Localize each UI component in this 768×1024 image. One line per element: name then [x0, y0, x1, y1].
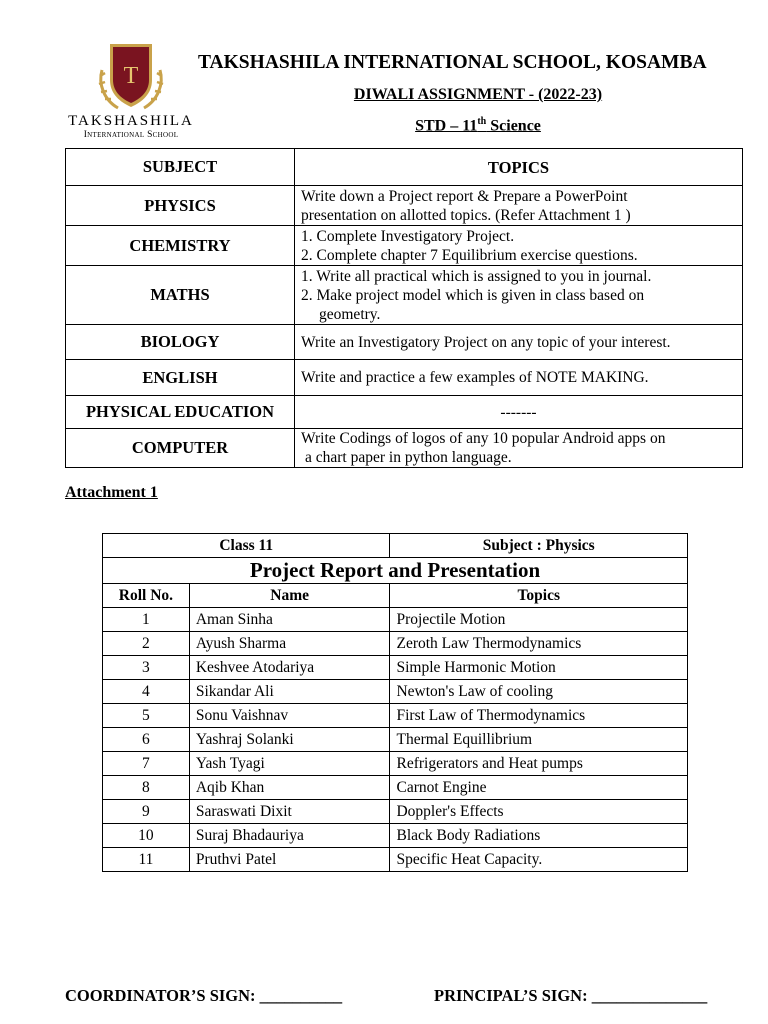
subject-label: Subject : Physics [390, 534, 688, 558]
school-logo [66, 40, 196, 144]
subject-name: PHYSICS [66, 186, 295, 226]
name-cell: Keshvee Atodariya [189, 656, 390, 680]
subject-name: MATHS [66, 266, 295, 325]
subject-name: CHEMISTRY [66, 226, 295, 266]
name-cell: Saraswati Dixit [189, 800, 390, 824]
shield-emblem-icon [96, 40, 166, 112]
topic-cell: Refrigerators and Heat pumps [390, 752, 688, 776]
subject-name: ENGLISH [66, 360, 295, 396]
subjects-header-row [66, 149, 743, 186]
roll-no-cell: 3 [103, 656, 190, 680]
roll-no-column-header: Roll No. [103, 584, 190, 608]
topic-line: geometry. [319, 305, 381, 323]
subject-name: PHYSICAL EDUCATION [66, 396, 295, 429]
topic-line: ------- [500, 403, 537, 421]
topic-line: 1. Write all practical which is assigned to you in journal. [301, 267, 652, 285]
coordinator-sign-line: COORDINATOR’S SIGN: __________ [65, 986, 343, 1005]
roll-no-cell: 6 [103, 728, 190, 752]
name-column-header: Name [189, 584, 390, 608]
roll-no-cell: 2 [103, 632, 190, 656]
topic-cell: Zeroth Law Thermodynamics [390, 632, 688, 656]
subject-name: BIOLOGY [66, 325, 295, 360]
name-cell: Ayush Sharma [189, 632, 390, 656]
roll-no-cell: 8 [103, 776, 190, 800]
name-cell: Suraj Bhadauriya [189, 824, 390, 848]
logo-letter: T [123, 63, 139, 89]
roll-no-cell: 7 [103, 752, 190, 776]
class-label: Class 11 [103, 534, 390, 558]
name-cell: Yashraj Solanki [189, 728, 390, 752]
topic-line: 2. Complete chapter 7 Equilibrium exercise questions. [301, 246, 638, 264]
logo-brand-text: TAKSHASHILA [68, 113, 194, 129]
roster-title-row [103, 558, 688, 584]
subject-row-english [66, 360, 743, 396]
std-label [298, 116, 658, 135]
subject-topics [295, 226, 743, 266]
subjects-table [65, 148, 743, 468]
roll-no-cell: 4 [103, 680, 190, 704]
table-row [103, 728, 688, 752]
subject-name: COMPUTER [66, 429, 295, 468]
topic-line: Write and practice a few examples of NOTE MAKING. [301, 369, 649, 386]
subject-topics [295, 429, 743, 468]
topic-cell: Simple Harmonic Motion [390, 656, 688, 680]
std-prefix: STD – 11 [415, 117, 478, 135]
roster-title: Project Report and Presentation [103, 558, 688, 584]
topic-line: Write an Investigatory Project on any topic of your interest. [301, 333, 671, 351]
topic-line: Write Codings of logos of any 10 popular Android apps on [301, 430, 666, 447]
subject-topics [295, 360, 743, 396]
name-cell: Pruthvi Patel [189, 848, 390, 872]
roll-no-cell: 5 [103, 704, 190, 728]
logo-brand-subtext: International School [83, 130, 179, 140]
table-row [103, 704, 688, 728]
topic-cell: First Law of Thermodynamics [390, 704, 688, 728]
table-row [103, 752, 688, 776]
subject-row-computer [66, 429, 743, 468]
subject-row-physics [66, 186, 743, 226]
table-row [103, 632, 688, 656]
attachment-heading: Attachment 1 [65, 484, 158, 501]
name-cell: Sonu Vaishnav [189, 704, 390, 728]
subject-row-maths [66, 266, 743, 325]
name-cell: Aqib Khan [189, 776, 390, 800]
roll-no-cell: 1 [103, 608, 190, 632]
table-row [103, 824, 688, 848]
topic-line: 1. Complete Investigatory Project. [301, 227, 515, 245]
subject-row-physical-education [66, 396, 743, 429]
subject-row-biology [66, 325, 743, 360]
table-row [103, 656, 688, 680]
roll-no-cell: 9 [103, 800, 190, 824]
topic-line: 2. Make project model which is given in class based on [301, 286, 645, 304]
table-row [103, 776, 688, 800]
topics-column-header: Topics [390, 584, 688, 608]
subject-topics [295, 396, 743, 429]
principal-sign-line: PRINCIPAL’S SIGN: ______________ [434, 986, 708, 1005]
topics-column-header: TOPICS [295, 149, 743, 186]
topic-cell: Newton's Law of cooling [390, 680, 688, 704]
name-cell: Aman Sinha [189, 608, 390, 632]
topic-line: presentation on allotted topics. (Refer Attachment 1 ) [301, 206, 631, 224]
subject-column-header: SUBJECT [66, 149, 295, 186]
assignment-title: DIWALI ASSIGNMENT - (2022-23) [353, 86, 603, 103]
std-superscript: th [477, 116, 487, 127]
roster-header-row [103, 584, 688, 608]
std-suffix: Science [486, 117, 541, 135]
table-row [103, 848, 688, 872]
table-row [103, 680, 688, 704]
topic-line: Write down a Project report & Prepare a PowerPoint [301, 187, 628, 205]
roster-table [102, 533, 688, 872]
roster-class-row [103, 534, 688, 558]
school-name: TAKSHASHILA INTERNATIONAL SCHOOL, KOSAMBA [198, 52, 707, 73]
topic-cell: Specific Heat Capacity. [390, 848, 688, 872]
subject-topics [295, 266, 743, 325]
table-row [103, 608, 688, 632]
roll-no-cell: 10 [103, 824, 190, 848]
topic-cell: Doppler's Effects [390, 800, 688, 824]
topic-cell: Black Body Radiations [390, 824, 688, 848]
roll-no-cell: 11 [103, 848, 190, 872]
subject-topics [295, 186, 743, 226]
name-cell: Yash Tyagi [189, 752, 390, 776]
table-row [103, 800, 688, 824]
topic-cell: Projectile Motion [390, 608, 688, 632]
topic-line: a chart paper in python language. [305, 449, 512, 466]
subject-topics [295, 325, 743, 360]
topic-cell: Thermal Equillibrium [390, 728, 688, 752]
topic-cell: Carnot Engine [390, 776, 688, 800]
name-cell: Sikandar Ali [189, 680, 390, 704]
subject-row-chemistry [66, 226, 743, 266]
